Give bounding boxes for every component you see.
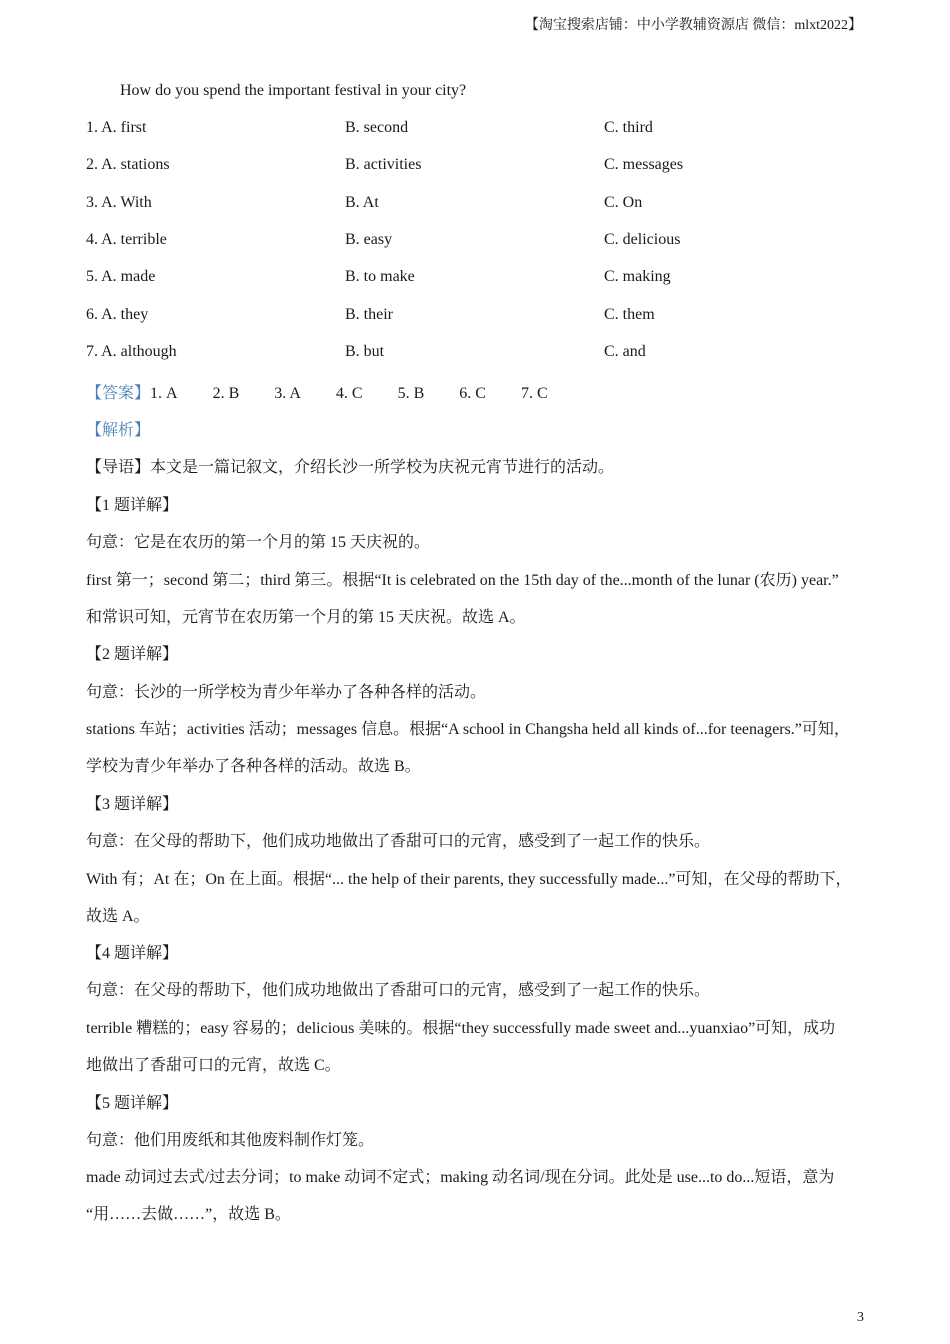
q3-explain-1: With 有；At 在；On 在上面。根据“... the help of their parents, they successfully made...”可知，在父母的帮助下， [86,871,852,888]
option-3-c: C. On [604,194,643,211]
answer-item: 7. C [520,385,548,402]
option-3-a: 3. A. With [86,194,152,211]
option-1-c: C. third [604,119,653,136]
option-6-a: 6. A. they [86,306,149,323]
option-7-c: C. and [604,343,646,360]
q5-meaning: 句意：他们用废纸和其他废料制作灯笼。 [86,1132,375,1149]
answer-item: 5. B [397,385,425,402]
q5-explain-1: made 动词过去式/过去分词；to make 动词不定式；making 动名词/现在分词。此处是 use...to do...短语，意为 [86,1169,835,1186]
q1-explain-1: first 第一；second 第二；third 第三。根据“It is celebrated on the 15th day of the...month of the lunar (农历) year.” [86,572,839,589]
q4-meaning: 句意：在父母的帮助下，他们成功地做出了香甜可口的元宵，感受到了一起工作的快乐。 [86,982,711,999]
q5-heading: 【5 题详解】 [86,1095,179,1112]
option-7-a: 7. A. although [86,343,177,360]
option-5-b: B. to make [345,268,415,285]
q4-explain-1: terrible 糟糕的；easy 容易的；delicious 美味的。根据“they successfully made sweet and...yuanxiao”可知，成功 [86,1020,836,1037]
option-2-c: C. messages [604,156,684,173]
q2-meaning: 句意：长沙的一所学校为青少年举办了各种各样的活动。 [86,684,487,701]
q2-heading: 【2 题详解】 [86,646,179,663]
q1-meaning: 句意：它是在农历的第一个月的第 15 天庆祝的。 [86,534,431,551]
q2-explain-2: 学校为青少年举办了各种各样的活动。故选 B。 [86,758,421,775]
q5-explain-2: “用……去做……”，故选 B。 [86,1206,291,1223]
q3-meaning: 句意：在父母的帮助下，他们成功地做出了香甜可口的元宵，感受到了一起工作的快乐。 [86,833,711,850]
q4-heading: 【4 题详解】 [86,945,179,962]
page-header: 【淘宝搜索店铺：中小学教辅资源店 微信：mlxt2022】 [524,18,862,33]
analysis-label: 【解析】 [86,422,151,439]
option-7-b: B. but [345,343,385,360]
q1-explain-2: 和常识可知，元宵节在农历第一个月的第 15 天庆祝。故选 A。 [86,609,526,626]
q3-heading: 【3 题详解】 [86,796,179,813]
intro-line: 【导语】本文是一篇记叙文，介绍长沙一所学校为庆祝元宵节进行的活动。 [86,459,615,476]
answer-line [86,380,548,403]
answer-item: 2. B [212,385,240,402]
q4-explain-2: 地做出了香甜可口的元宵，故选 C。 [86,1057,341,1074]
answer-item: 4. C [335,385,363,402]
q1-heading: 【1 题详解】 [86,497,179,514]
option-6-b: B. their [345,306,393,323]
answer-item: 3. A [274,385,301,402]
answer-item: 6. C [459,385,486,402]
option-1-b: B. second [345,119,409,136]
answer-item: 1. A [150,385,178,402]
option-1-a: 1. A. first [86,119,147,136]
option-5-c: C. making [604,268,671,285]
q2-explain-1: stations 车站；activities 活动；messages 信息。根据“A school in Changsha held all kinds of...for teenagers.”可知， [86,721,850,738]
option-2-b: B. activities [345,156,422,173]
option-3-b: B. At [345,194,379,211]
q3-explain-2: 故选 A。 [86,908,150,925]
answer-label: 【答案】 [86,385,151,402]
page-number: 3 [857,1310,864,1325]
question-line: How do you spend the important festival in your city? [120,82,467,99]
option-5-a: 5. A. made [86,268,156,285]
option-6-c: C. them [604,306,655,323]
option-2-a: 2. A. stations [86,156,170,173]
option-4-c: C. delicious [604,231,681,248]
option-4-a: 4. A. terrible [86,231,167,248]
option-4-b: B. easy [345,231,393,248]
